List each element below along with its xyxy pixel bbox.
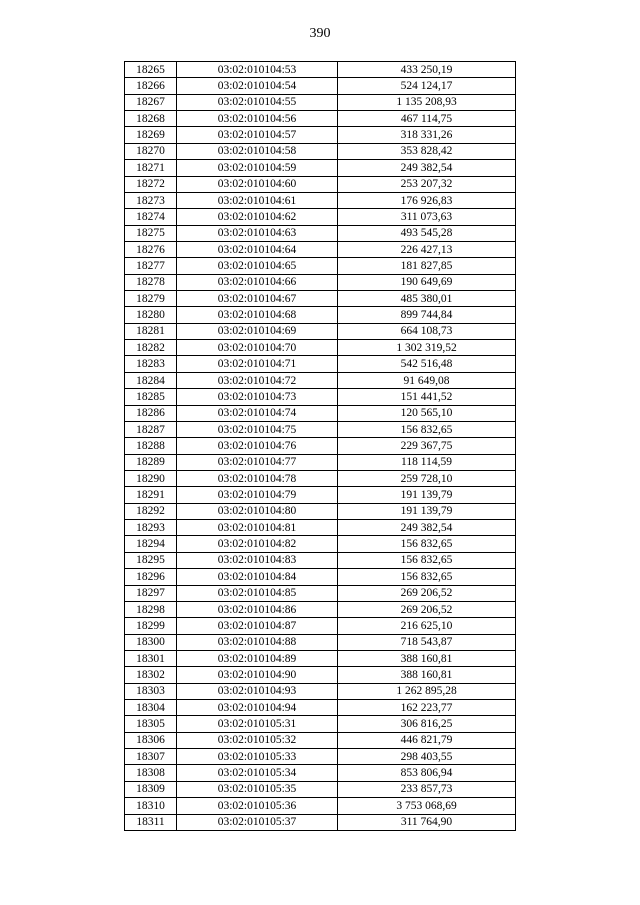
table-row [125,814,516,830]
row-number-cell: 18268 [125,111,177,127]
cadastral-number-cell: 03:02:010104:80 [177,503,338,519]
row-number-cell: 18265 [125,62,177,78]
row-number-cell: 18281 [125,323,177,339]
row-number-cell: 18292 [125,503,177,519]
row-number-cell: 18308 [125,765,177,781]
cadastral-number-cell: 03:02:010104:76 [177,438,338,454]
value-cell: 156 832,65 [338,536,516,552]
cadastral-number-cell: 03:02:010104:86 [177,601,338,617]
row-number-cell: 18302 [125,667,177,683]
table-row [125,405,516,421]
row-number-cell: 18270 [125,143,177,159]
value-cell: 298 403,55 [338,749,516,765]
value-cell: 664 108,73 [338,323,516,339]
cadastral-number-cell: 03:02:010104:58 [177,143,338,159]
value-cell: 259 728,10 [338,470,516,486]
cadastral-number-cell: 03:02:010104:89 [177,650,338,666]
value-cell: 311 073,63 [338,209,516,225]
value-cell: 353 828,42 [338,143,516,159]
row-number-cell: 18271 [125,160,177,176]
value-cell: 229 367,75 [338,438,516,454]
value-cell: 156 832,65 [338,421,516,437]
cadastral-number-cell: 03:02:010104:53 [177,62,338,78]
table-row [125,487,516,503]
table-row [125,94,516,110]
row-number-cell: 18297 [125,585,177,601]
cadastral-number-cell: 03:02:010104:59 [177,160,338,176]
row-number-cell: 18311 [125,814,177,830]
cadastral-number-cell: 03:02:010104:81 [177,520,338,536]
table-row [125,700,516,716]
cadastral-number-cell: 03:02:010104:73 [177,389,338,405]
row-number-cell: 18294 [125,536,177,552]
value-cell: 191 139,79 [338,503,516,519]
table-row [125,781,516,797]
row-number-cell: 18301 [125,650,177,666]
cadastral-number-cell: 03:02:010105:33 [177,749,338,765]
cadastral-number-cell: 03:02:010104:90 [177,667,338,683]
value-cell: 1 262 895,28 [338,683,516,699]
cadastral-number-cell: 03:02:010105:34 [177,765,338,781]
cadastral-number-cell: 03:02:010104:93 [177,683,338,699]
table-body [125,62,516,831]
table-row [125,798,516,814]
row-number-cell: 18277 [125,258,177,274]
table-row [125,111,516,127]
row-number-cell: 18307 [125,749,177,765]
value-cell: 493 545,28 [338,225,516,241]
table-row [125,192,516,208]
value-cell: 181 827,85 [338,258,516,274]
cadastral-number-cell: 03:02:010104:84 [177,569,338,585]
value-cell: 446 821,79 [338,732,516,748]
cadastral-number-cell: 03:02:010104:74 [177,405,338,421]
table-row [125,62,516,78]
cadastral-number-cell: 03:02:010104:72 [177,372,338,388]
value-cell: 388 160,81 [338,650,516,666]
value-cell: 156 832,65 [338,569,516,585]
row-number-cell: 18291 [125,487,177,503]
table-row [125,258,516,274]
row-number-cell: 18284 [125,372,177,388]
row-number-cell: 18266 [125,78,177,94]
row-number-cell: 18282 [125,340,177,356]
value-cell: 162 223,77 [338,700,516,716]
table-row [125,765,516,781]
row-number-cell: 18285 [125,389,177,405]
cadastral-number-cell: 03:02:010104:60 [177,176,338,192]
table-row [125,601,516,617]
table-row [125,634,516,650]
table-row [125,143,516,159]
table-row [125,470,516,486]
row-number-cell: 18267 [125,94,177,110]
row-number-cell: 18289 [125,454,177,470]
table-row [125,683,516,699]
cadastral-number-cell: 03:02:010104:54 [177,78,338,94]
cadastral-number-cell: 03:02:010105:36 [177,798,338,814]
table-row [125,274,516,290]
value-cell: 485 380,01 [338,291,516,307]
value-cell: 1 135 208,93 [338,94,516,110]
value-cell: 318 331,26 [338,127,516,143]
row-number-cell: 18288 [125,438,177,454]
cadastral-number-cell: 03:02:010104:55 [177,94,338,110]
cadastral-number-cell: 03:02:010104:70 [177,340,338,356]
table-row [125,340,516,356]
value-cell: 269 206,52 [338,585,516,601]
row-number-cell: 18309 [125,781,177,797]
cadastral-number-cell: 03:02:010105:35 [177,781,338,797]
value-cell: 226 427,13 [338,241,516,257]
table-row [125,732,516,748]
table-row [125,209,516,225]
value-cell: 91 649,08 [338,372,516,388]
value-cell: 542 516,48 [338,356,516,372]
row-number-cell: 18305 [125,716,177,732]
row-number-cell: 18287 [125,421,177,437]
value-cell: 151 441,52 [338,389,516,405]
cadastral-number-cell: 03:02:010104:78 [177,470,338,486]
row-number-cell: 18300 [125,634,177,650]
cadastral-number-cell: 03:02:010104:87 [177,618,338,634]
table-row [125,307,516,323]
cadastral-number-cell: 03:02:010104:75 [177,421,338,437]
cadastral-number-cell: 03:02:010104:88 [177,634,338,650]
value-cell: 249 382,54 [338,160,516,176]
value-cell: 524 124,17 [338,78,516,94]
value-cell: 253 207,32 [338,176,516,192]
value-cell: 853 806,94 [338,765,516,781]
value-cell: 1 302 319,52 [338,340,516,356]
table-row [125,241,516,257]
row-number-cell: 18299 [125,618,177,634]
row-number-cell: 18280 [125,307,177,323]
value-cell: 3 753 068,69 [338,798,516,814]
cadastral-number-cell: 03:02:010105:31 [177,716,338,732]
row-number-cell: 18273 [125,192,177,208]
table-row [125,438,516,454]
table-row [125,454,516,470]
cadastral-number-cell: 03:02:010104:65 [177,258,338,274]
value-cell: 718 543,87 [338,634,516,650]
table-row [125,356,516,372]
table-row [125,127,516,143]
cadastral-number-cell: 03:02:010104:61 [177,192,338,208]
cadastral-number-cell: 03:02:010104:94 [177,700,338,716]
table-row [125,225,516,241]
table-row [125,552,516,568]
value-cell: 306 816,25 [338,716,516,732]
table-row [125,291,516,307]
table-row [125,160,516,176]
cadastral-number-cell: 03:02:010104:68 [177,307,338,323]
row-number-cell: 18283 [125,356,177,372]
table-row [125,503,516,519]
cadastral-number-cell: 03:02:010104:85 [177,585,338,601]
row-number-cell: 18276 [125,241,177,257]
cadastral-number-cell: 03:02:010104:69 [177,323,338,339]
table-row [125,389,516,405]
table-row [125,716,516,732]
row-number-cell: 18275 [125,225,177,241]
table-row [125,536,516,552]
table-row [125,323,516,339]
cadastral-number-cell: 03:02:010105:37 [177,814,338,830]
cadastral-number-cell: 03:02:010104:71 [177,356,338,372]
row-number-cell: 18269 [125,127,177,143]
value-cell: 191 139,79 [338,487,516,503]
cadastral-number-cell: 03:02:010104:62 [177,209,338,225]
value-cell: 190 649,69 [338,274,516,290]
row-number-cell: 18298 [125,601,177,617]
value-cell: 433 250,19 [338,62,516,78]
page-number: 390 [309,26,331,41]
table-row [125,78,516,94]
table-row [125,569,516,585]
table-row [125,749,516,765]
cadastral-number-cell: 03:02:010104:67 [177,291,338,307]
cadastral-number-cell: 03:02:010104:66 [177,274,338,290]
table-row [125,176,516,192]
row-number-cell: 18296 [125,569,177,585]
table-row [125,667,516,683]
value-cell: 216 625,10 [338,618,516,634]
cadastral-number-cell: 03:02:010104:79 [177,487,338,503]
value-cell: 176 926,83 [338,192,516,208]
value-cell: 249 382,54 [338,520,516,536]
row-number-cell: 18304 [125,700,177,716]
cadastral-value-table [124,61,516,831]
row-number-cell: 18278 [125,274,177,290]
row-number-cell: 18295 [125,552,177,568]
cadastral-number-cell: 03:02:010104:63 [177,225,338,241]
table-row [125,520,516,536]
cadastral-number-cell: 03:02:010105:32 [177,732,338,748]
row-number-cell: 18290 [125,470,177,486]
value-cell: 899 744,84 [338,307,516,323]
table-row [125,421,516,437]
row-number-cell: 18274 [125,209,177,225]
cadastral-number-cell: 03:02:010104:57 [177,127,338,143]
value-cell: 269 206,52 [338,601,516,617]
value-cell: 120 565,10 [338,405,516,421]
row-number-cell: 18306 [125,732,177,748]
table-row [125,618,516,634]
table-row [125,585,516,601]
value-cell: 118 114,59 [338,454,516,470]
cadastral-number-cell: 03:02:010104:82 [177,536,338,552]
cadastral-number-cell: 03:02:010104:56 [177,111,338,127]
value-cell: 467 114,75 [338,111,516,127]
row-number-cell: 18303 [125,683,177,699]
row-number-cell: 18293 [125,520,177,536]
value-cell: 156 832,65 [338,552,516,568]
row-number-cell: 18286 [125,405,177,421]
row-number-cell: 18272 [125,176,177,192]
table-row [125,650,516,666]
value-cell: 311 764,90 [338,814,516,830]
value-cell: 233 857,73 [338,781,516,797]
cadastral-number-cell: 03:02:010104:77 [177,454,338,470]
row-number-cell: 18310 [125,798,177,814]
table-row [125,372,516,388]
row-number-cell: 18279 [125,291,177,307]
value-cell: 388 160,81 [338,667,516,683]
cadastral-number-cell: 03:02:010104:64 [177,241,338,257]
cadastral-number-cell: 03:02:010104:83 [177,552,338,568]
